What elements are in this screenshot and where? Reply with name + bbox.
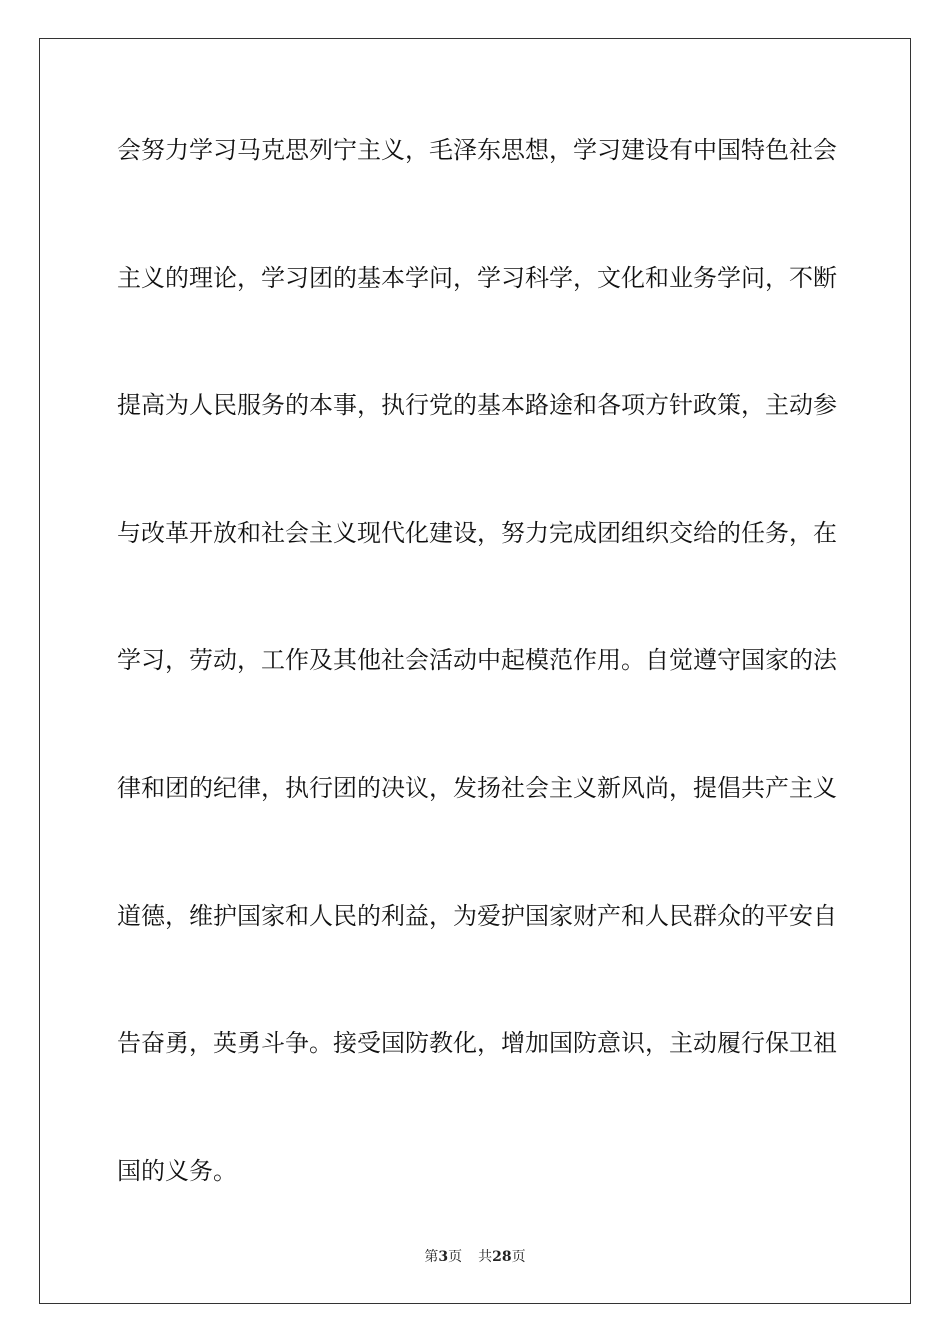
document-body — [117, 120, 837, 1268]
total-pages: 28 — [492, 1249, 512, 1265]
page-footer — [0, 1246, 950, 1266]
text-line: 与改革开放和社会主义现代化建设，努力完成团组织交给的任务，在 — [117, 518, 837, 547]
text-line: 告奋勇，英勇斗争。接受国防教化，增加国防意识，主动履行保卫祖 — [117, 1029, 837, 1058]
total-prefix: 共 — [478, 1249, 493, 1265]
text-line: 提高为人民服务的本事，执行党的基本路途和各项方针政策，主动参 — [117, 391, 837, 420]
text-line: 会努力学习马克思列宁主义，毛泽东思想，学习建设有中国特色社会 — [117, 136, 837, 164]
text-line: 学习，劳动，工作及其他社会活动中起模范作用。自觉遵守国家的法 — [117, 646, 837, 675]
total-suffix: 页 — [511, 1249, 526, 1265]
page-suffix: 页 — [448, 1249, 463, 1265]
text-line: 律和团的纪律，执行团的决议，发扬社会主义新风尚，提倡共产主义 — [117, 773, 837, 802]
page-number: 3 — [438, 1249, 449, 1265]
text-line: 国的义务。 — [117, 1156, 237, 1185]
text-line: 主义的理论，学习团的基本学问，学习科学，文化和业务学问，不断 — [117, 263, 837, 292]
text-line: 道德，维护国家和人民的利益，为爱护国家财产和人民群众的平安自 — [117, 901, 837, 930]
page-prefix: 第 — [424, 1249, 439, 1265]
